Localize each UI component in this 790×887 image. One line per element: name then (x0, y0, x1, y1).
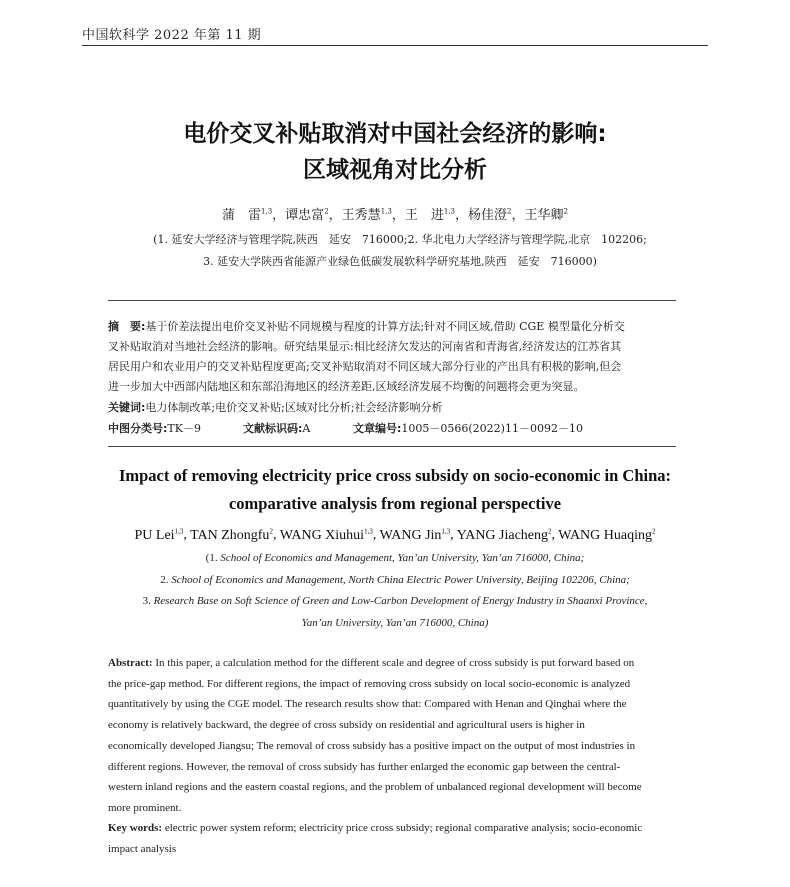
abstract-en-line: In this paper, a calculation method for the different scale and degree of cross subsidy is put forward based on (155, 657, 635, 669)
abstract-top-rule (108, 300, 676, 301)
affiliation-en-line-4: Yan’an University, Yan’an 716000, China) (301, 616, 489, 629)
author-en: PU Lei$^{1,3}$ (134, 527, 184, 543)
abstract-en-line: different regions. However, the removal of cross subsidy has further enlarged the economic gap between the central- (108, 760, 621, 773)
keywords-cn-label: 关键词: (108, 401, 146, 414)
authors-english: PU Lei$^{1,3}$, TAN Zhongfu$^2$, WANG Xiuhui$^{1,3}$, WANG Jin$^{1,3}$, YANG Jiacheng$^2$, WANG Huaqing$^2$ (134, 527, 656, 543)
keywords-chinese (108, 399, 680, 415)
title-en-line-1: Impact of removing electricity price cross subsidy on socio-economic in China: (118, 466, 672, 485)
author-en: WANG Huaqing$^2$ (558, 527, 656, 543)
abstract-en-line: more prominent. (108, 801, 182, 814)
header-rule (82, 45, 708, 46)
abstract-cn-line: 进一步加大中西部内陆地区和东部沿海地区的经济差距,区域经济发展不均衡的问题将会更为突显。 (108, 380, 585, 393)
title-cn-line-1: 电价交叉补贴取消对中国社会经济的影响: (183, 121, 607, 147)
abstract-en-line: the price-gap method. For different regions, the impact of removing cross subsidy on local socio-economic is analyzed (108, 677, 631, 690)
abstract-en-line: economy is relatively backward, the degree of cross subsidy on residential and agricultural users is higher in (108, 719, 585, 732)
clc-number: 中图分类号:TK－9 (108, 422, 201, 435)
affiliation-en-line-1: (1. School of Economics and Management, Yan’an University, Yan’an 716000, China; (205, 552, 585, 564)
author-en: YANG Jiacheng$^2$ (456, 527, 552, 543)
author-cn: 王华卿$^2$ (524, 207, 568, 223)
abstract-cn-label: 摘 要: (108, 320, 146, 333)
keywords-en-line: electric power system reform; electricity price cross subsidy; regional comparative analysis; socio-economic (164, 822, 643, 834)
affiliations-english (100, 548, 690, 634)
title-en-line-2: comparative analysis from regional perspective (228, 494, 562, 513)
abstract-cn-line: 基于价差法提出电价交叉补贴不同规模与程度的计算方法;针对不同区域,借助 CGE 模型量化分析交 (145, 320, 625, 333)
title-chinese (60, 116, 730, 188)
title-cn-line-2: 区域视角对比分析 (303, 157, 487, 183)
abstract-en-line: economically developed Jiangsu; The removal of cross subsidy has a positive impact on the output of most industries in (108, 739, 636, 752)
abstract-en-line: quantitatively by using the CGE model. The research results show that: Compared with Henan and Qinghai where the (108, 698, 627, 711)
abstract-cn-line: 叉补贴取消对当地社会经济的影响。研究结果显示:相比经济欠发达的河南省和青海省,经济发达的江苏省其 (108, 340, 622, 353)
running-header: 中国软科学 2022 年第 11 期 (82, 28, 262, 43)
document-code: 文献标识码:A (243, 422, 311, 435)
abstract-english (108, 653, 680, 819)
article-number: 文章编号:1005－0566(2022)11－0092－10 (353, 422, 583, 435)
author-cn: 王 进$^{1,3}$ (404, 207, 455, 223)
abstract-cn-line: 居民用户和农业用户的交叉补贴程度更高;交叉补贴取消对不同区域大部分行业的产出具有积极的影响,但会 (108, 360, 622, 373)
keywords-en-label: Key words: (108, 822, 163, 834)
keywords-cn-text: 电力体制改革;电价交叉补贴;区域对比分析;社会经济影响分析 (145, 401, 443, 414)
affiliations-chinese (100, 229, 700, 273)
affiliation-en-line-2: 2. School of Economics and Management, North China Electric Power University, Beijing 102206, China; (160, 573, 630, 586)
authors-chinese: 蒲 雷$^{1,3}$，谭忠富$^2$，王秀慧$^{1,3}$，王 进$^{1,3}$，杨佳澄$^2$，王华卿$^2$ (222, 207, 568, 223)
author-cn: 蒲 雷$^{1,3}$ (222, 207, 273, 223)
author-cn: 杨佳澄$^2$ (468, 207, 512, 223)
affiliation-en-line-3: 3. Research Base on Soft Science of Green and Low-Carbon Development of Energy Industry in Shaanxi Province, (142, 595, 648, 607)
author-en: WANG Xiuhui$^{1,3}$ (279, 527, 373, 543)
abstract-chinese (108, 317, 680, 397)
title-english (60, 462, 730, 518)
affiliation-cn-line-2: 3. 延安大学陕西省能源产业绿色低碳发展软科学研究基地,陕西 延安 716000) (203, 255, 597, 268)
keywords-english (108, 818, 680, 859)
keywords-en-line: impact analysis (108, 842, 177, 855)
affiliation-cn-line-1: (1. 延安大学经济与管理学院,陕西 延安 716000;2. 华北电力大学经济与管理学院,北京 102206; (153, 233, 647, 246)
abstract-en-line: western inland regions and the eastern coastal regions, and the problem of unbalanced regional development will become (108, 781, 642, 794)
author-en: WANG Jin$^{1,3}$ (379, 527, 451, 543)
abstract-en-label: Abstract: (108, 657, 153, 669)
author-cn: 谭忠富$^2$ (285, 207, 329, 223)
author-cn: 王秀慧$^{1,3}$ (341, 207, 392, 223)
abstract-bottom-rule (108, 446, 676, 447)
author-en: TAN Zhongfu$^2$ (190, 527, 273, 543)
